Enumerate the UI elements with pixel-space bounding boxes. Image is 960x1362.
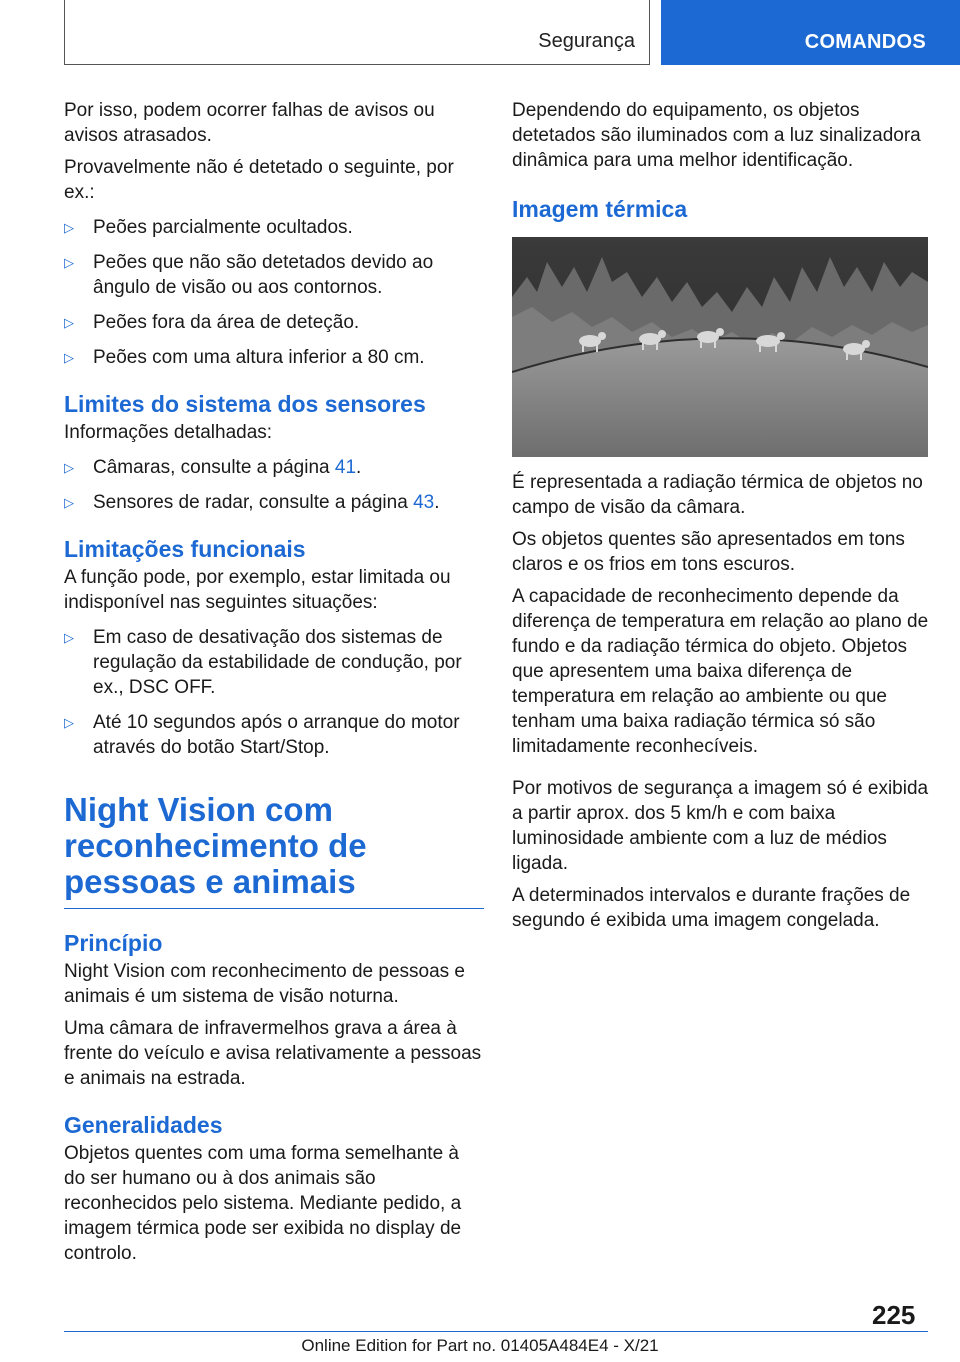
chapter-heading: Night Vision com reconhecimento de pessoas e animais [64, 792, 484, 909]
paragraph: Por isso, podem ocorrer falhas de avisos ou avisos atrasados. [64, 100, 435, 146]
paragraph: Por motivos de segurança a imagem só é exibida a partir aprox. dos 5 km/h e com baixa luminosidade ambiente com a luz de médios ligada. [512, 778, 929, 874]
paragraph: Dependendo do equipamento, os objetos detetados são iluminados com a luz sinalizadora dinâmica para uma melhor identificação. [512, 100, 921, 171]
list-item [64, 625, 484, 700]
list-item-text: Câmaras, consulte a página [93, 457, 335, 478]
paragraph: É representada a radiação térmica de objetos no campo de visão da câmara. [512, 472, 923, 518]
list-item [64, 345, 484, 370]
section-heading: Princípio [64, 930, 163, 956]
list-item-text: Sensores de radar, consulte a página [93, 492, 414, 513]
thermal-image [512, 237, 928, 457]
paragraph: Objetos quentes com uma forma semelhante à do ser humano ou à dos animais são reconhecidos pelo sistema. Mediante pedido, a imagem térmica pode ser exibida no display de controlo. [64, 1143, 462, 1264]
list-item [64, 250, 484, 300]
bullet-list [64, 455, 484, 515]
page-link[interactable]: 41 [334, 457, 357, 478]
chapter-title: COMANDOS [804, 31, 926, 53]
list-item-text: Em caso de desativação dos sistemas de regulação da estabilidade de condução, por ex., DSC OFF. [93, 627, 462, 698]
paragraph: Night Vision com reconhecimento de pessoas e animais é um sistema de visão noturna. [64, 961, 465, 1007]
right-column [512, 98, 932, 940]
list-item-text: Até 10 segundos após o arranque do motor através do botão Start/Stop. [93, 712, 460, 758]
paragraph: A capacidade de reconhecimento depende da diferença de temperatura em relação ao plano de fundo e da radiação térmica do objeto. Objetos que apresentem uma baixa diferença de temperatura em relação ao ambiente ou que tenham uma baixa radiação térmica só são limitadamente reconhecíveis. [512, 586, 929, 757]
paragraph: Uma câmara de infravermelhos grava a área à frente do veículo e avisa relativamente a pessoas e animais na estrada. [64, 1018, 482, 1089]
paragraph: Os objetos quentes são apresentados em tons claros e os frios em tons escuros. [512, 529, 905, 575]
list-item [64, 215, 484, 240]
footer-divider [64, 1331, 928, 1332]
triangle-right-outline-icon: ▷ [64, 220, 74, 235]
footer-edition: Online Edition for Part no. 01405A484E4 - X/21 [301, 1336, 659, 1355]
list-item-text: Peões fora da área de deteção. [93, 312, 360, 333]
section-heading: Limitações funcionais [64, 536, 306, 562]
triangle-right-outline-icon: ▷ [64, 630, 74, 645]
triangle-right-outline-icon: ▷ [64, 350, 74, 365]
paragraph: A função pode, por exemplo, estar limitada ou indisponível nas seguintes situações: [64, 567, 451, 613]
list-item-text: Peões que não são detetados devido ao ângulo de visão ou aos contornos. [93, 252, 434, 298]
section-heading: Imagem térmica [512, 196, 688, 222]
list-item-text: Peões com uma altura inferior a 80 cm. [93, 347, 425, 368]
bullet-list [64, 215, 484, 370]
paragraph: Informações detalhadas: [64, 422, 273, 443]
left-column [64, 98, 484, 1273]
triangle-right-outline-icon: ▷ [64, 255, 74, 270]
list-item: ▷ Câmaras, consulte a página 41. [64, 457, 362, 478]
section-title: Segurança [538, 30, 635, 52]
paragraph: A determinados intervalos e durante frações de segundo é exibida uma imagem congelada. [512, 885, 911, 931]
triangle-right-outline-icon: ▷ [64, 495, 74, 510]
section-heading: Generalidades [64, 1112, 223, 1138]
paragraph: Provavelmente não é detetado o seguinte, por ex.: [64, 157, 454, 203]
header-section-box [64, 0, 650, 65]
triangle-right-outline-icon: ▷ [64, 315, 74, 330]
section-heading: Limites do sistema dos sensores [64, 391, 426, 417]
bullet-list [64, 625, 484, 760]
list-item: ▷ Sensores de radar, consulte a página 43. [64, 492, 440, 513]
triangle-right-outline-icon: ▷ [64, 460, 74, 475]
triangle-right-outline-icon: ▷ [64, 715, 74, 730]
list-item [64, 710, 484, 760]
list-item [64, 310, 484, 335]
page-number: 225 [872, 1300, 916, 1330]
list-item-text: Peões parcialmente ocultados. [93, 217, 353, 238]
header-chapter-box [661, 0, 960, 65]
page-link[interactable]: 43 [413, 492, 435, 513]
